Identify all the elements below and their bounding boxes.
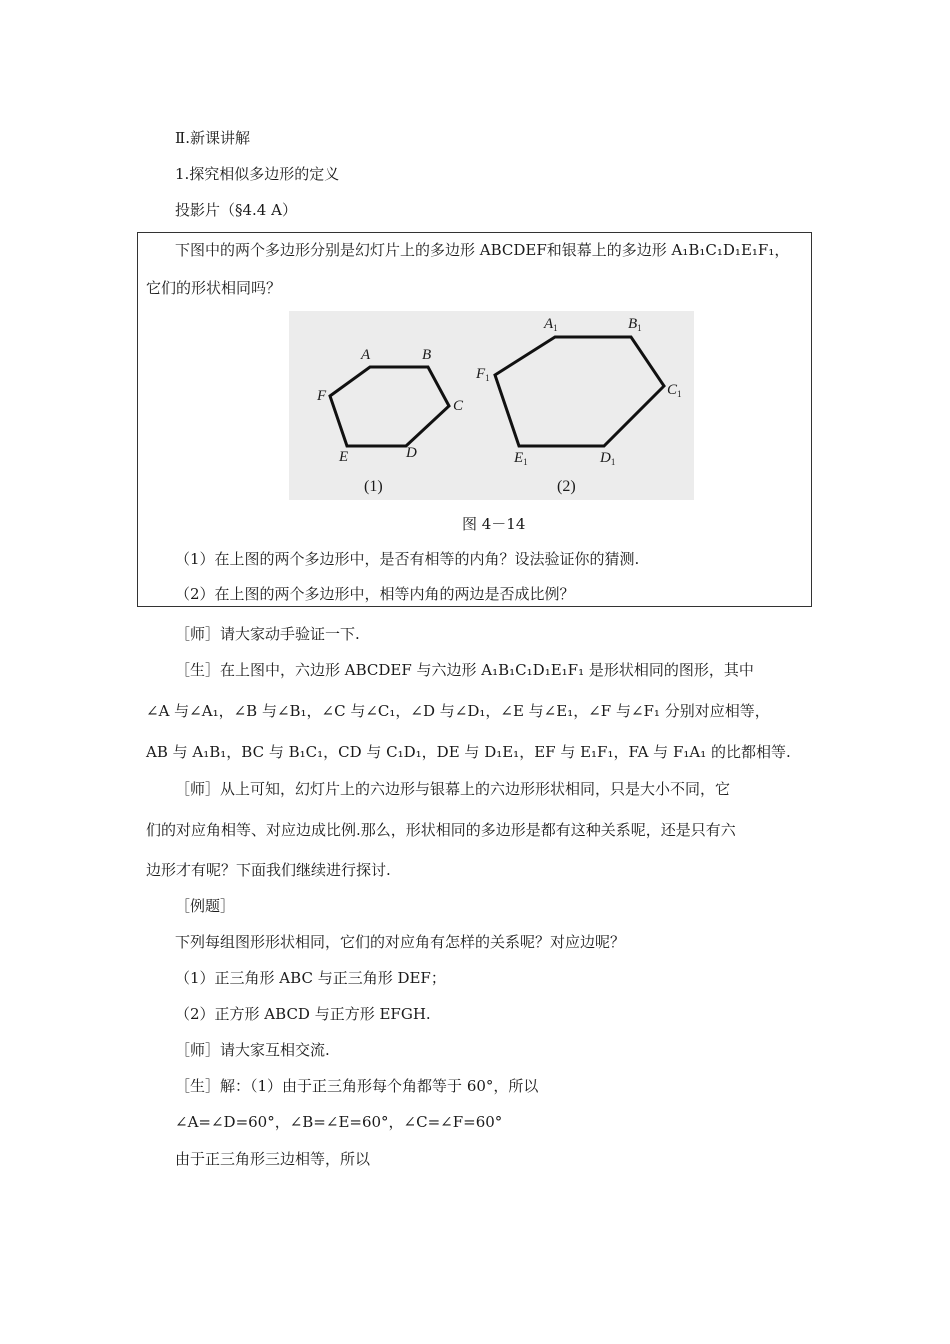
teacher-line-2c: 边形才有呢？下面我们继续进行探讨.	[146, 861, 391, 879]
label-F1: $F_1$	[476, 366, 490, 383]
label-C: C	[453, 398, 464, 414]
label-F: F	[317, 388, 327, 404]
example-item-2: （2）正方形 ABCD 与正方形 EFGH.	[175, 1005, 431, 1023]
example-label: ［例题］	[175, 897, 236, 915]
teacher-line-2a: ［师］从上可知，幻灯片上的六边形与银幕上的六边形形状相同，只是大小不同，它	[175, 780, 731, 798]
angles-equation: ∠A=∠D=60°，∠B=∠E=60°，∠C=∠F=60°	[175, 1113, 503, 1131]
box-intro-line-1: 下图中的两个多边形分别是幻灯片上的多边形 ABCDEF和银幕上的多边形 A₁B₁C₁D₁E₁F₁，	[175, 241, 790, 259]
figure-caption-left: (1)	[364, 478, 383, 495]
label-A: A	[361, 347, 371, 363]
label-D: D	[406, 445, 417, 461]
label-E1: $E_1$	[514, 450, 528, 467]
teacher-line-3: ［师］请大家互相交流.	[175, 1041, 330, 1059]
hexagon-figure	[289, 311, 694, 500]
label-D1: $D_1$	[600, 450, 616, 467]
student-line-1a: ［生］在上图中，六边形 ABCDEF 与六边形 A₁B₁C₁D₁E₁F₁ 是形状相同的图形，其中	[175, 661, 754, 679]
section-title: Ⅱ.新课讲解	[175, 129, 250, 147]
example-item-1: （1）正三角形 ABC 与正三角形 DEF；	[175, 969, 446, 987]
label-C1: $C_1$	[667, 382, 682, 399]
example-question: 下列每组图形形状相同，它们的对应角有怎样的关系呢？对应边呢？	[175, 933, 626, 951]
label-B1: $B_1$	[628, 316, 642, 333]
label-B: B	[422, 347, 432, 363]
hexagon-large	[495, 337, 664, 446]
sub-title: 1.探究相似多边形的定义	[175, 165, 340, 183]
student-line-2: ［生］解：（1）由于正三角形每个角都等于 60°，所以	[175, 1077, 539, 1095]
slide-reference: 投影片（§4.4 A）	[175, 201, 297, 219]
hexagon-small	[330, 367, 449, 446]
box-intro-line-2: 它们的形状相同吗？	[146, 279, 282, 297]
teacher-line-1: ［师］请大家动手验证一下.	[175, 625, 360, 643]
teacher-line-2b: 们的对应角相等、对应边成比例.那么，形状相同的多边形是都有这种关系呢，还是只有六	[146, 821, 736, 839]
student-line-1b: ∠A 与∠A₁，∠B 与∠B₁，∠C 与∠C₁，∠D 与∠D₁，∠E 与∠E₁，∠F 与∠F₁ 分别对应相等，	[146, 702, 770, 720]
hexagon-drawing	[289, 311, 694, 500]
last-line: 由于正三角形三边相等，所以	[175, 1150, 371, 1168]
student-line-1c: AB 与 A₁B₁，BC 与 B₁C₁，CD 与 C₁D₁，DE 与 D₁E₁，EF 与 E₁F₁，FA 与 F₁A₁ 的比都相等.	[146, 743, 791, 761]
figure-number: 图 4－14	[462, 515, 526, 533]
label-E: E	[339, 449, 349, 465]
question-2: （2）在上图的两个多边形中，相等内角的两边是否成比例？	[175, 585, 575, 603]
question-1: （1）在上图的两个多边形中，是否有相等的内角？设法验证你的猜测.	[175, 550, 640, 568]
label-A1: $A_1$	[544, 316, 558, 333]
figure-caption-right: (2)	[557, 478, 576, 495]
